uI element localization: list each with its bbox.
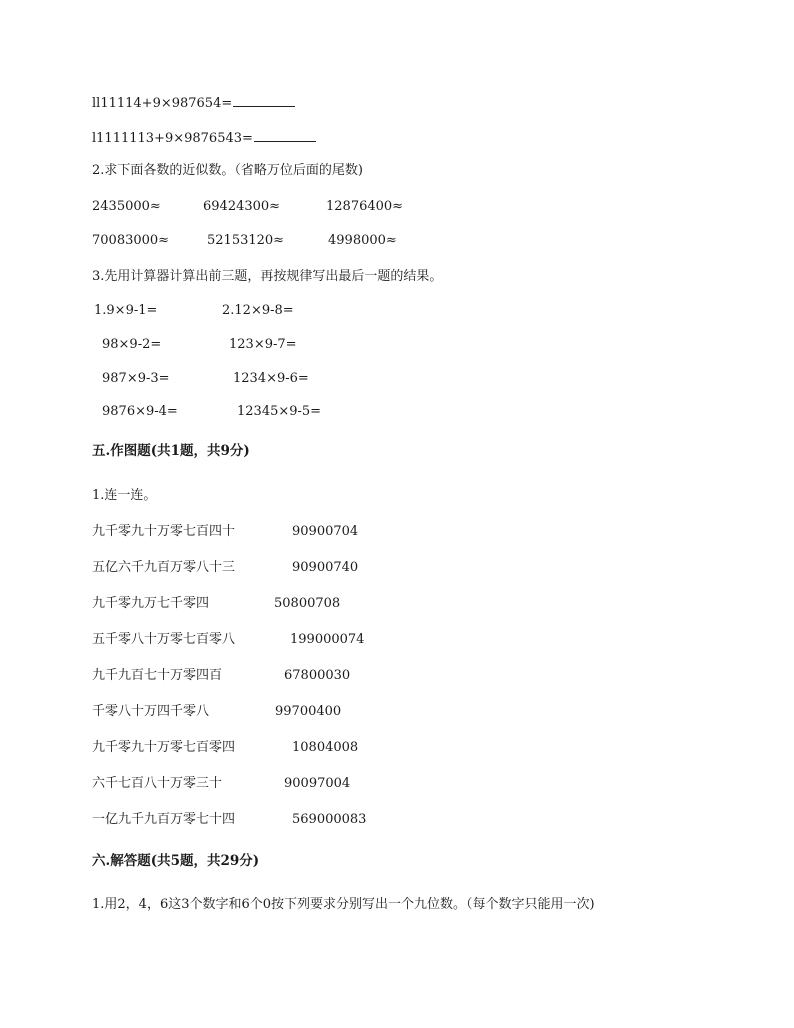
approx-item: 70083000≈: [92, 233, 170, 248]
question-2-title: 2.求下面各数的近似数。（省略万位后面的尾数): [92, 163, 363, 178]
section-6-heading: 六.解答题(共5题，共29分): [92, 853, 260, 869]
calc-item: 1.9×9-1=: [94, 303, 158, 318]
match-chinese-number[interactable]: 五千零八十万零七百零八: [92, 632, 236, 647]
section-5-heading: 五.作图题(共1题，共9分): [92, 443, 250, 459]
match-digit-number[interactable]: 90900740: [292, 560, 359, 575]
match-digit-number[interactable]: 67800030: [284, 668, 351, 683]
calc-item: 98×9-2=: [102, 337, 162, 352]
calc-item: 987×9-3=: [102, 371, 170, 386]
calc-item: 2.12×9-8=: [222, 303, 294, 318]
match-chinese-number[interactable]: 九千九百七十万零四百: [92, 668, 223, 683]
approx-item: 52153120≈: [207, 233, 285, 248]
question-3-title: 3.先用计算器计算出前三题，再按规律写出最后一题的结果。: [92, 269, 443, 284]
equation-text: ll11114+9×987654=: [92, 96, 233, 111]
match-digit-number[interactable]: 199000074: [290, 632, 365, 647]
match-digit-number[interactable]: 90097004: [284, 776, 351, 791]
equation-line-1: [92, 94, 295, 113]
approx-item: 2435000≈: [92, 199, 161, 214]
question-5-1-title: 1.连一连。: [92, 488, 157, 503]
match-chinese-number[interactable]: 九千零九十万零七百零四: [92, 740, 236, 755]
match-digit-number[interactable]: 10804008: [292, 740, 359, 755]
answer-blank[interactable]: [233, 94, 295, 107]
answer-blank[interactable]: [254, 129, 316, 142]
match-digit-number[interactable]: 99700400: [275, 704, 342, 719]
approx-item: 69424300≈: [203, 199, 281, 214]
match-digit-number[interactable]: 569000083: [292, 812, 367, 827]
calc-item: 1234×9-6=: [233, 371, 309, 386]
match-chinese-number[interactable]: 千零八十万四千零八: [92, 704, 210, 719]
calc-item: 9876×9-4=: [102, 404, 178, 419]
match-chinese-number[interactable]: 九千零九万七千零四: [92, 596, 210, 611]
equation-text: l1111113+9×9876543=: [92, 131, 253, 146]
equation-line-2: [92, 129, 316, 148]
approx-item: 4998000≈: [328, 233, 397, 248]
calc-item: 12345×9-5=: [237, 404, 322, 419]
question-6-1: 1.用2，4，6这3个数字和6个0按下列要求分别写出一个九位数。（每个数字只能用一次): [92, 897, 595, 912]
match-chinese-number[interactable]: 九千零九十万零七百四十: [92, 524, 236, 539]
calc-item: 123×9-7=: [229, 337, 297, 352]
match-chinese-number[interactable]: 六千七百八十万零三十: [92, 776, 223, 791]
match-chinese-number[interactable]: 五亿六千九百万零八十三: [92, 560, 236, 575]
approx-item: 12876400≈: [326, 199, 404, 214]
match-digit-number[interactable]: 90900704: [292, 524, 359, 539]
match-digit-number[interactable]: 50800708: [274, 596, 341, 611]
match-chinese-number[interactable]: 一亿九千九百万零七十四: [92, 812, 236, 827]
